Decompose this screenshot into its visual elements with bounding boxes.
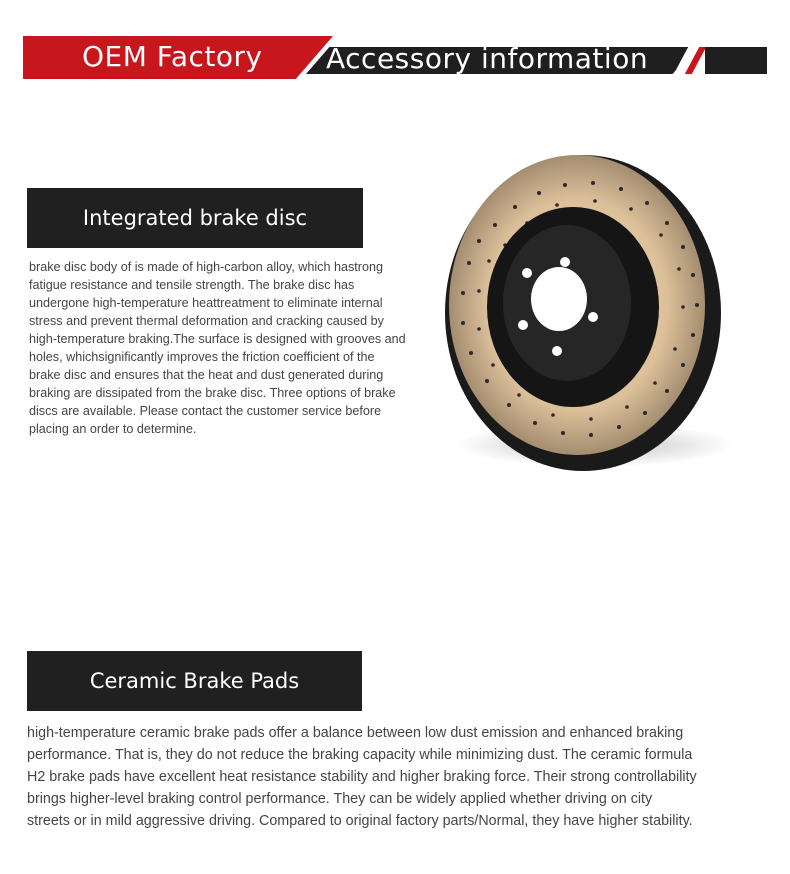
section-heading-brake-pads: [27, 651, 362, 711]
banner-left-title: OEM Factory: [82, 40, 263, 73]
header-banner: [0, 0, 790, 110]
brake-pads-description: high-temperature ceramic brake pads offer a balance between low dust emission and enhanced braking performance. That is, they do not reduce the braking capacity while minimizing dust. The ceramic formula H2 brake pads have excellent heat resistance stability and higher braking force. Their strong controllability brings higher-level braking control performance. They can be widely applied whether driving on city streets or in mild aggressive driving. Compared to original factory parts/Normal, they have higher stability.: [27, 725, 697, 829]
section-heading-brake-disc: [27, 188, 363, 248]
section-heading-text: Ceramic Brake Pads: [89, 669, 300, 693]
section-heading-text: Integrated brake disc: [82, 206, 308, 230]
brake-disc-image: [435, 145, 735, 475]
banner-right-title: Accessory information: [326, 42, 649, 75]
banner-right-bar: [705, 47, 767, 74]
brake-disc-description: brake disc body of is made of high-carbon alloy, which hastrong fatigue resistance and tensile strength. The brake disc has undergone high-temperature heattreatment to eliminate internal stress and prevent thermal deformation and cracking caused by high-temperature braking.The surface is designed with grooves and holes, whichsignificantly improves the friction coefficient of the brake disc and ensures that the heat and dust generated during braking are dissipated from the brake disc. Three options of brake discs are available. Please contact the customer service before placing an order to determine.: [29, 260, 406, 436]
